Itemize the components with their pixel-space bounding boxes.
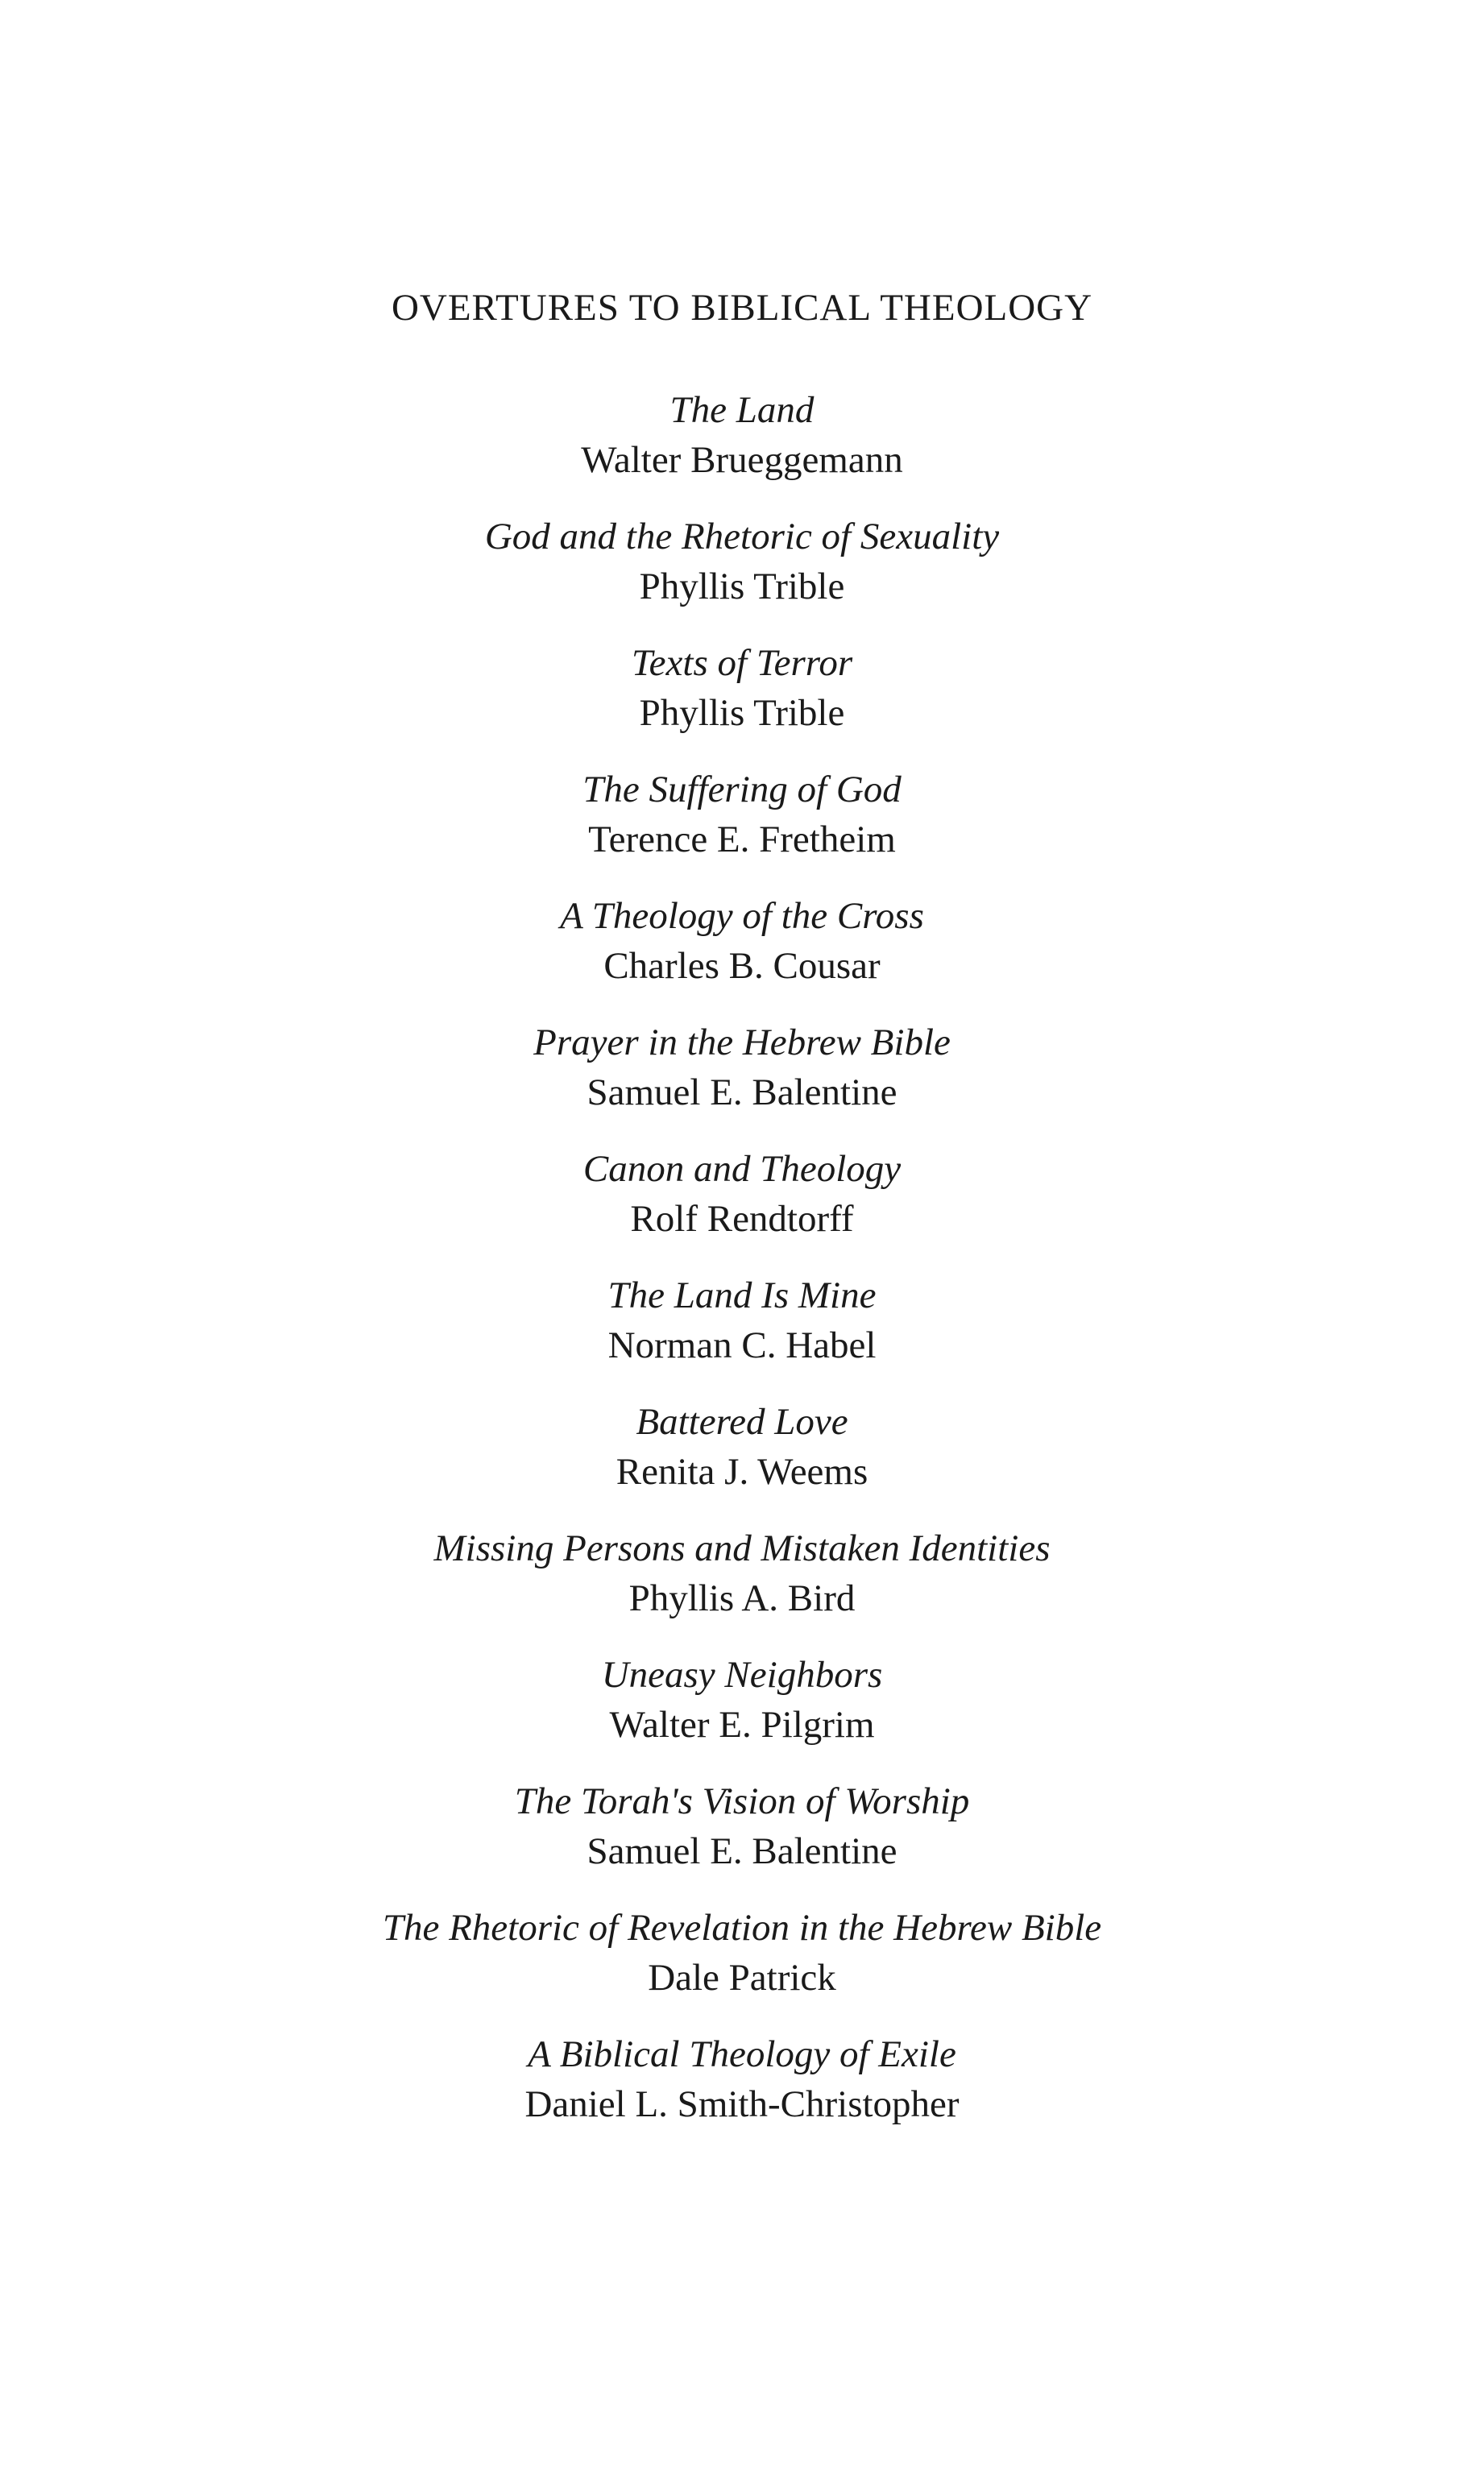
book-title: The Rhetoric of Revelation in the Hebrew Bible (382, 1907, 1102, 1949)
book-title: A Biblical Theology of Exile (528, 2033, 956, 2075)
book-title: The Land (669, 389, 815, 431)
book-author: Terence E. Fretheim (588, 818, 896, 860)
list-item (0, 765, 1484, 891)
list-item (0, 1523, 1484, 1650)
list-item (0, 1776, 1484, 1903)
book-list (0, 385, 1484, 2156)
book-author: Samuel E. Balentine (587, 1071, 897, 1113)
book-author: Phyllis A. Bird (628, 1577, 856, 1619)
book-author: Samuel E. Balentine (587, 1830, 897, 1872)
list-item (0, 1650, 1484, 1776)
book-author: Rolf Rendtorff (630, 1198, 854, 1240)
book-title: A Theology of the Cross (560, 895, 924, 937)
book-title: Canon and Theology (582, 1148, 902, 1190)
book-title: The Torah's Vision of Worship (514, 1780, 970, 1822)
book-title: The Suffering of God (582, 769, 902, 810)
book-title: Missing Persons and Mistaken Identities (433, 1527, 1051, 1569)
book-title: Texts of Terror (631, 642, 853, 684)
book-author: Walter E. Pilgrim (609, 1704, 875, 1746)
book-author: Phyllis Trible (639, 566, 845, 607)
list-item (0, 638, 1484, 765)
book-author: Norman C. Habel (607, 1324, 877, 1366)
series-title: OVERTURES TO BIBLICAL THEOLOGY (391, 287, 1093, 329)
book-title: Prayer in the Hebrew Bible (533, 1022, 951, 1063)
list-item (0, 385, 1484, 512)
book-title: Battered Love (636, 1401, 848, 1443)
list-item (0, 1017, 1484, 1144)
list-item (0, 1903, 1484, 2029)
book-author: Dale Patrick (648, 1957, 836, 1999)
book-author: Renita J. Weems (616, 1451, 868, 1493)
book-title: God and the Rhetoric of Sexuality (484, 516, 1000, 557)
book-author: Walter Brueggemann (581, 439, 903, 481)
book-author: Phyllis Trible (639, 692, 845, 734)
list-item (0, 2029, 1484, 2156)
list-item (0, 512, 1484, 638)
list-item (0, 1270, 1484, 1397)
book-title: Uneasy Neighbors (601, 1654, 883, 1696)
list-item (0, 1397, 1484, 1523)
book-author: Charles B. Cousar (603, 945, 881, 987)
list-item (0, 891, 1484, 1017)
book-author: Daniel L. Smith-Christopher (524, 2083, 960, 2125)
book-title: The Land Is Mine (607, 1274, 877, 1316)
list-item (0, 1144, 1484, 1270)
